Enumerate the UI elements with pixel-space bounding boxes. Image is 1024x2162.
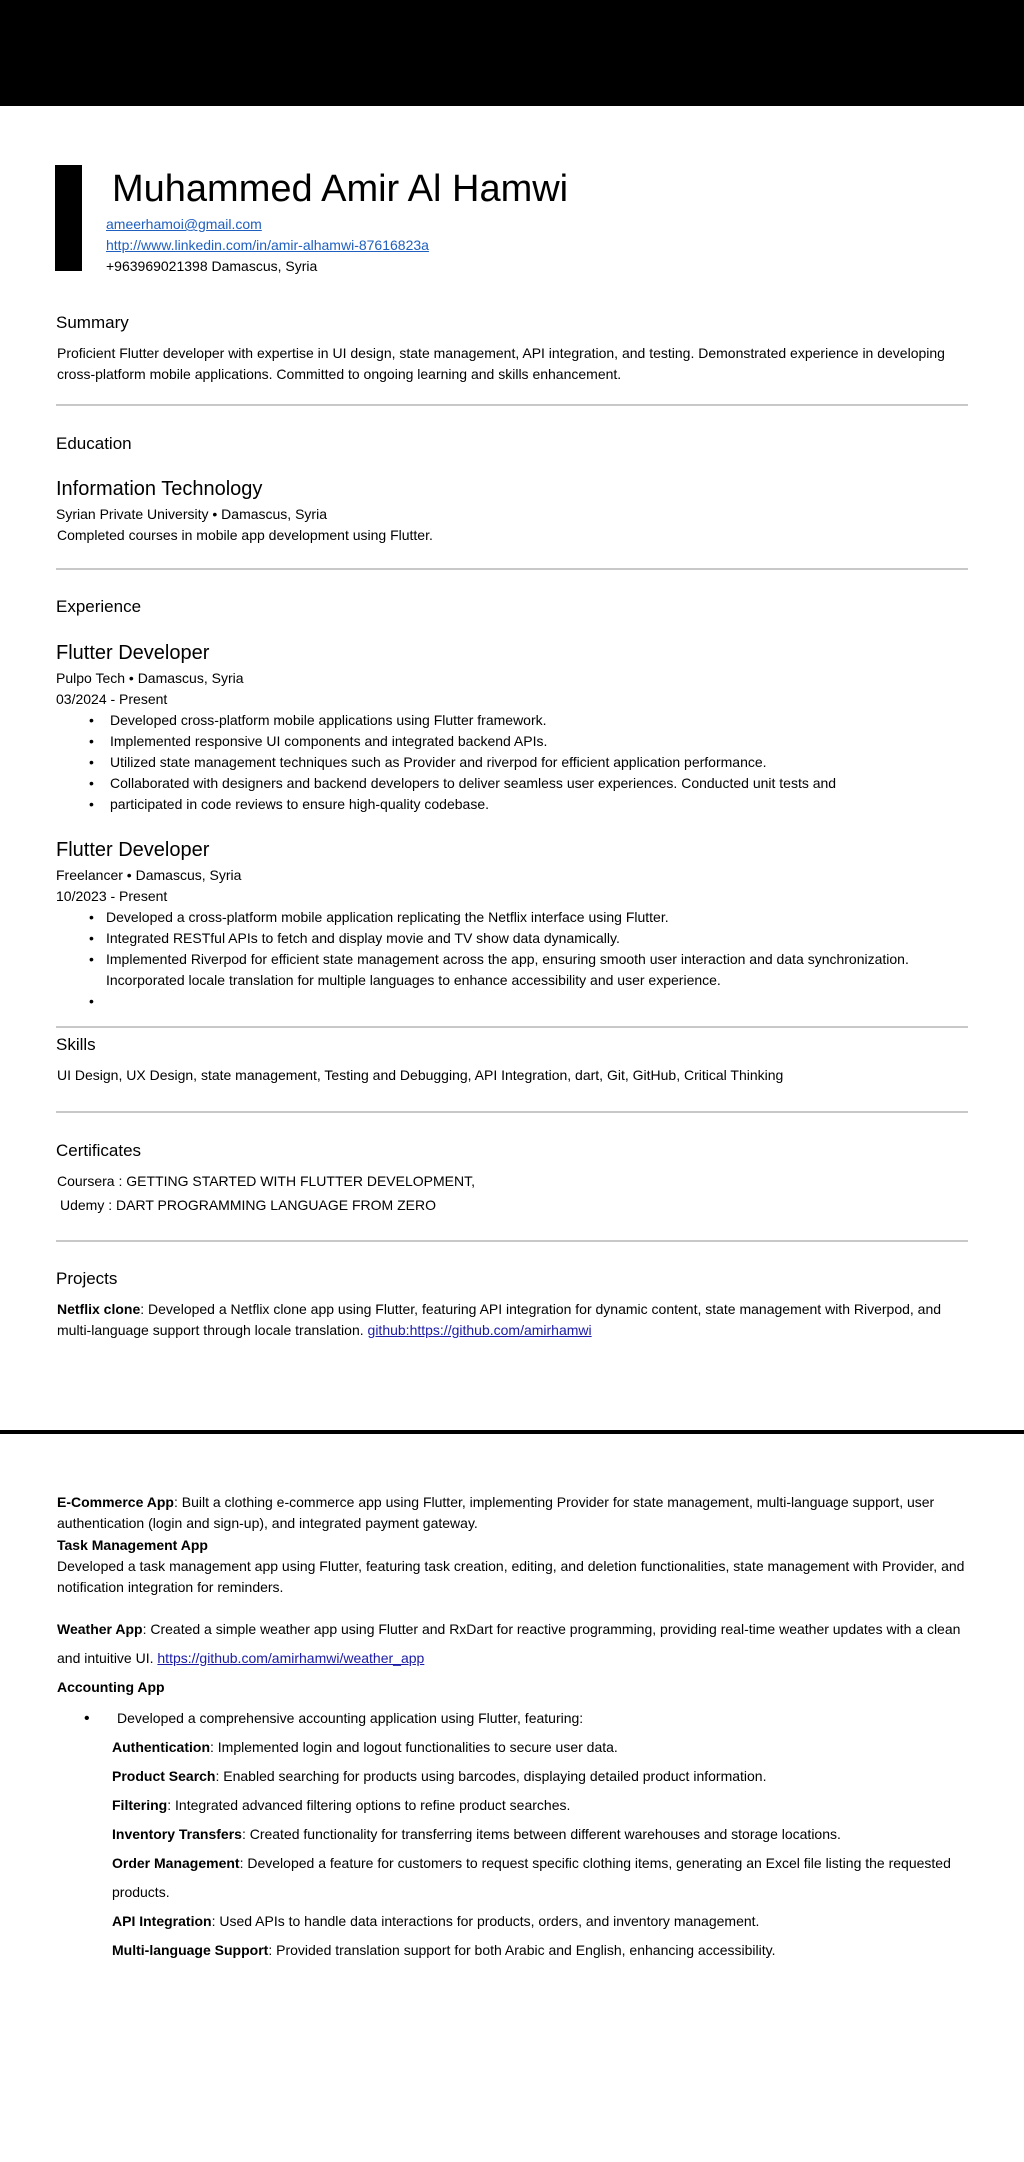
- feature-item: [112, 1882, 170, 1903]
- divider: [56, 568, 968, 570]
- experience-heading: Experience: [56, 597, 142, 616]
- job-bullet: Integrated RESTful APIs to fetch and display movie and TV show data dynamically.: [106, 930, 620, 946]
- job-bullet: Developed cross-platform mobile applications using Flutter framework.: [110, 712, 547, 728]
- feature-text: : Implemented login and logout functionalities to secure user data.: [210, 1739, 618, 1755]
- job-bullet: Utilized state management techniques such as Provider and riverpod for efficient application performance.: [110, 754, 767, 770]
- education-note: Completed courses in mobile app development using Flutter.: [57, 527, 433, 543]
- project-netflix: [57, 1299, 977, 1341]
- certificates-heading: Certificates: [56, 1141, 142, 1160]
- project-name: E-Commerce App: [57, 1494, 174, 1510]
- certificate-item: Udemy : DART PROGRAMMING LANGUAGE FROM ZERO: [60, 1197, 436, 1213]
- divider: [56, 404, 968, 406]
- feature-label: Filtering: [112, 1797, 168, 1813]
- degree-title: Information Technology: [56, 478, 263, 500]
- accounting-intro: Developed a comprehensive accounting application using Flutter, featuring:: [117, 1710, 584, 1726]
- summary-text: Proficient Flutter developer with expertise in UI design, state management, API integration, and testing. Demonstrated experience in developing cross-platform mobile applications. Committed to ongoing learning and skills enhancement.: [57, 345, 945, 382]
- feature-text: products.: [112, 1884, 170, 1900]
- bullet-dot: •: [89, 733, 94, 749]
- divider: [56, 1026, 968, 1028]
- project-description: and intuitive UI.: [57, 1650, 158, 1666]
- feature-item: [112, 1940, 775, 1961]
- job-bullet: Incorporated locale translation for multiple languages to enhance accessibility and user experience.: [106, 972, 721, 988]
- github-link[interactable]: github:https://github.com/amirhamwi: [367, 1322, 592, 1338]
- feature-item: [112, 1853, 951, 1874]
- job-bullet: participated in code reviews to ensure high-quality codebase.: [110, 796, 490, 812]
- skills-text: UI Design, UX Design, state management, Testing and Debugging, API Integration, dart, Git, GitHub, Critical Thinking: [57, 1067, 784, 1083]
- email-link[interactable]: ameerhamoi@gmail.com: [106, 216, 262, 232]
- bullet-dot: •: [89, 754, 94, 770]
- bullet-dot: •: [89, 951, 94, 967]
- feature-item: [112, 1795, 570, 1816]
- feature-item: [112, 1911, 759, 1932]
- project-name: Accounting App: [57, 1679, 165, 1695]
- skills-heading: Skills: [56, 1035, 96, 1054]
- project-weather-line2: [57, 1648, 977, 1669]
- weather-repo-link[interactable]: https://github.com/amirhamwi/weather_app: [157, 1650, 425, 1666]
- feature-item: [112, 1824, 841, 1845]
- feature-label: Order Management: [112, 1855, 240, 1871]
- job-company: Freelancer • Damascus, Syria: [56, 867, 242, 883]
- job-bullet: Collaborated with designers and backend developers to deliver seamless user experiences. Conducted unit tests and: [110, 775, 837, 791]
- education-heading: Education: [56, 434, 132, 453]
- feature-text: : Developed a feature for customers to request specific clothing items, generating an Excel file listing the requested: [239, 1855, 951, 1871]
- job-title: Flutter Developer: [56, 642, 210, 664]
- feature-label: Multi-language Support: [112, 1942, 269, 1958]
- project-name: Weather App: [57, 1621, 143, 1637]
- certificate-item: Coursera : GETTING STARTED WITH FLUTTER DEVELOPMENT,: [57, 1173, 475, 1189]
- project-description: : Developed a Netflix clone app using Flutter, featuring API integration for dynamic content, state management with Riverpod, and multi-language support through locale translation.: [57, 1301, 942, 1338]
- bullet-dot: •: [89, 909, 94, 925]
- job-dates: 03/2024 - Present: [56, 691, 168, 707]
- feature-label: Inventory Transfers: [112, 1826, 242, 1842]
- page-top-band: [0, 0, 1024, 106]
- job-title: Flutter Developer: [56, 839, 210, 861]
- divider: [56, 1240, 968, 1242]
- project-description: : Built a clothing e-commerce app using Flutter, implementing Provider for state management, multi-language support, user authentication (login and sign-up), and integrated payment gateway.: [57, 1494, 935, 1531]
- job-company: Pulpo Tech • Damascus, Syria: [56, 670, 244, 686]
- bullet-dot: •: [84, 1710, 90, 1727]
- feature-text: : Used APIs to handle data interactions for products, orders, and inventory management.: [211, 1913, 760, 1929]
- project-name: Task Management App: [57, 1537, 208, 1553]
- project-ecommerce: [57, 1492, 977, 1534]
- feature-text: : Enabled searching for products using barcodes, displaying detailed product information.: [215, 1768, 767, 1784]
- summary-heading: Summary: [56, 313, 129, 332]
- project-task-description: Developed a task management app using Flutter, featuring task creation, editing, and deletion functionalities, state management with Provider, and notification integration for reminders.: [57, 1558, 965, 1595]
- bullet-dot: •: [89, 775, 94, 791]
- job-bullet: Developed a cross-platform mobile application replicating the Netflix interface using Flutter.: [106, 909, 669, 925]
- bullet-dot: •: [89, 993, 94, 1009]
- name-accent-bar: [55, 165, 82, 271]
- project-name: Netflix clone: [57, 1301, 141, 1317]
- feature-item: [112, 1737, 618, 1758]
- feature-label: Product Search: [112, 1768, 216, 1784]
- linkedin-link[interactable]: http://www.linkedin.com/in/amir-alhamwi-87616823a: [106, 237, 429, 253]
- bullet-dot: •: [89, 930, 94, 946]
- job-dates: 10/2023 - Present: [56, 888, 168, 904]
- page-break: [0, 1430, 1024, 1434]
- feature-label: Authentication: [112, 1739, 210, 1755]
- project-description: : Created a simple weather app using Flutter and RxDart for reactive programming, providing real-time weather updates with a clean: [142, 1621, 961, 1637]
- job-bullet: Implemented Riverpod for efficient state management across the app, ensuring smooth user interaction and data synchronization.: [106, 951, 909, 967]
- feature-item: [112, 1766, 766, 1787]
- bullet-dot: •: [89, 712, 94, 728]
- feature-text: : Provided translation support for both Arabic and English, enhancing accessibility.: [268, 1942, 776, 1958]
- feature-text: : Integrated advanced filtering options to refine product searches.: [167, 1797, 571, 1813]
- bullet-dot: •: [89, 796, 94, 812]
- phone-location: +963969021398 Damascus, Syria: [106, 258, 318, 274]
- divider: [56, 1111, 968, 1113]
- job-bullet: Implemented responsive UI components and integrated backend APIs.: [110, 733, 548, 749]
- feature-text: : Created functionality for transferring items between different warehouses and storage locations.: [241, 1826, 841, 1842]
- feature-label: API Integration: [112, 1913, 212, 1929]
- school-name: Syrian Private University • Damascus, Syria: [56, 506, 327, 522]
- project-weather: [57, 1619, 977, 1640]
- candidate-name: Muhammed Amir Al Hamwi: [112, 168, 569, 210]
- projects-heading: Projects: [56, 1269, 118, 1288]
